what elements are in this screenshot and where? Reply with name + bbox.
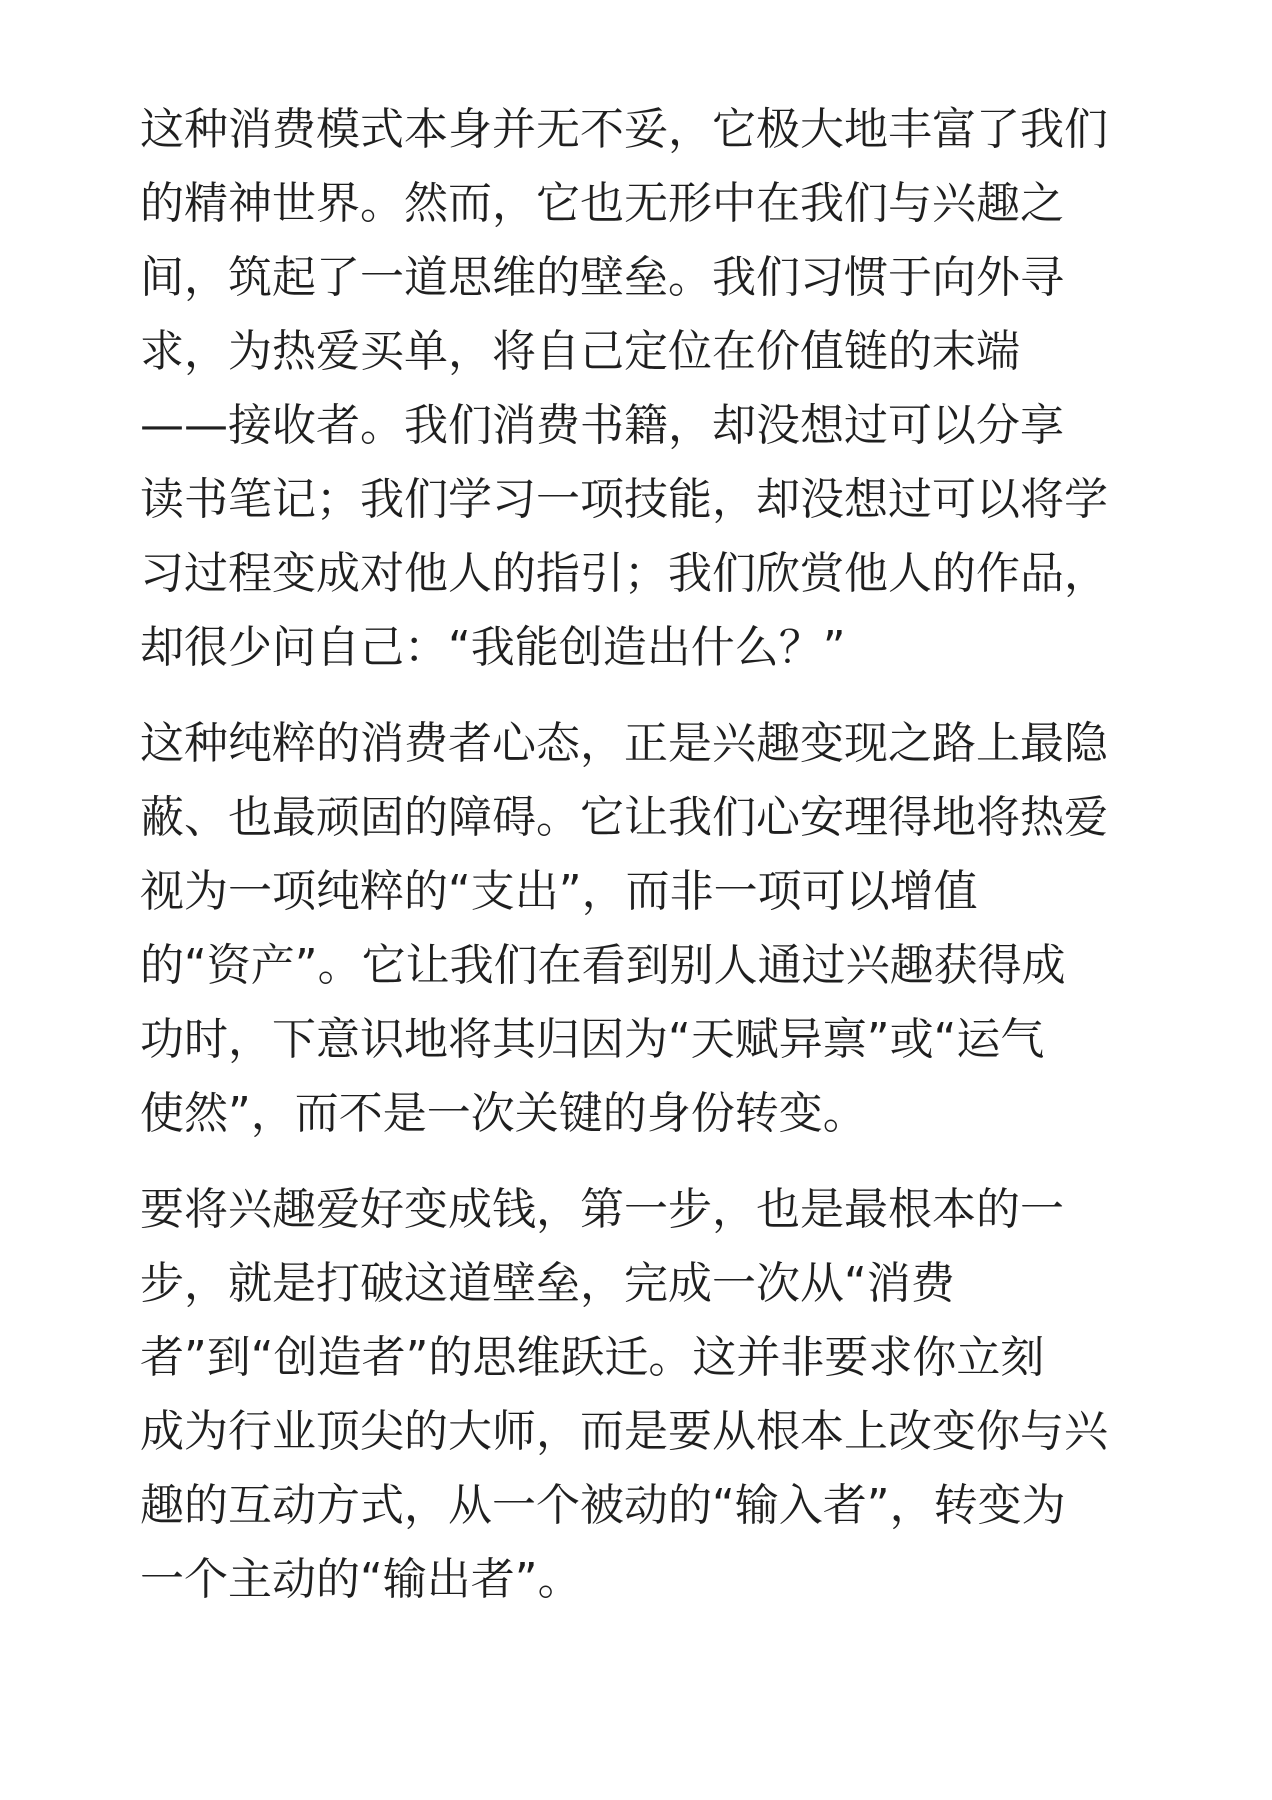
text-line: 步，就是打破这道壁垒，完成一次从“消费 [140, 1258, 955, 1309]
text-line: 的“资产”。它让我们在看到别人通过兴趣获得成 [140, 940, 1066, 991]
text-line: 一个主动的“输出者”。 [140, 1554, 582, 1605]
text-line: 这种消费模式本身并无不妥，它极大地丰富了我们 [140, 104, 1108, 155]
article-body [140, 93, 1140, 1639]
text-line: 的精神世界。然而，它也无形中在我们与兴趣之 [140, 178, 1064, 229]
paragraph-1 [140, 93, 1140, 685]
text-line: 成为行业顶尖的大师，而是要从根本上改变你与兴 [140, 1406, 1108, 1457]
text-line: 要将兴趣爱好变成钱，第一步，也是最根本的一 [140, 1184, 1064, 1235]
text-line: 求，为热爱买单，将自己定位在价值链的末端 [140, 326, 1020, 377]
text-line: 蔽、也最顽固的障碍。它让我们心安理得地将热爱 [140, 792, 1108, 843]
text-line: 这种纯粹的消费者心态，正是兴趣变现之路上最隐 [140, 718, 1108, 769]
text-line: ——接收者。我们消费书籍，却没想过可以分享 [140, 400, 1064, 451]
text-line: 却很少问自己：“我能创造出什么？” [140, 622, 846, 673]
text-line: 趣的互动方式，从一个被动的“输入者”，转变为 [140, 1480, 1066, 1531]
paragraph-3 [140, 1173, 1140, 1617]
text-line: 功时，下意识地将其归因为“天赋异禀”或“运气 [140, 1014, 1045, 1065]
text-line: 视为一项纯粹的“支出”，而非一项可以增值 [140, 866, 978, 917]
text-line: 使然”，而不是一次关键的身份转变。 [140, 1088, 867, 1139]
text-line: 间，筑起了一道思维的壁垒。我们习惯于向外寻 [140, 252, 1064, 303]
text-line: 习过程变成对他人的指引；我们欣赏他人的作品， [140, 548, 1108, 599]
paragraph-2 [140, 707, 1140, 1151]
text-line: 者”到“创造者”的思维跃迁。这并非要求你立刻 [140, 1332, 1045, 1383]
text-line: 读书笔记；我们学习一项技能，却没想过可以将学 [140, 474, 1108, 525]
